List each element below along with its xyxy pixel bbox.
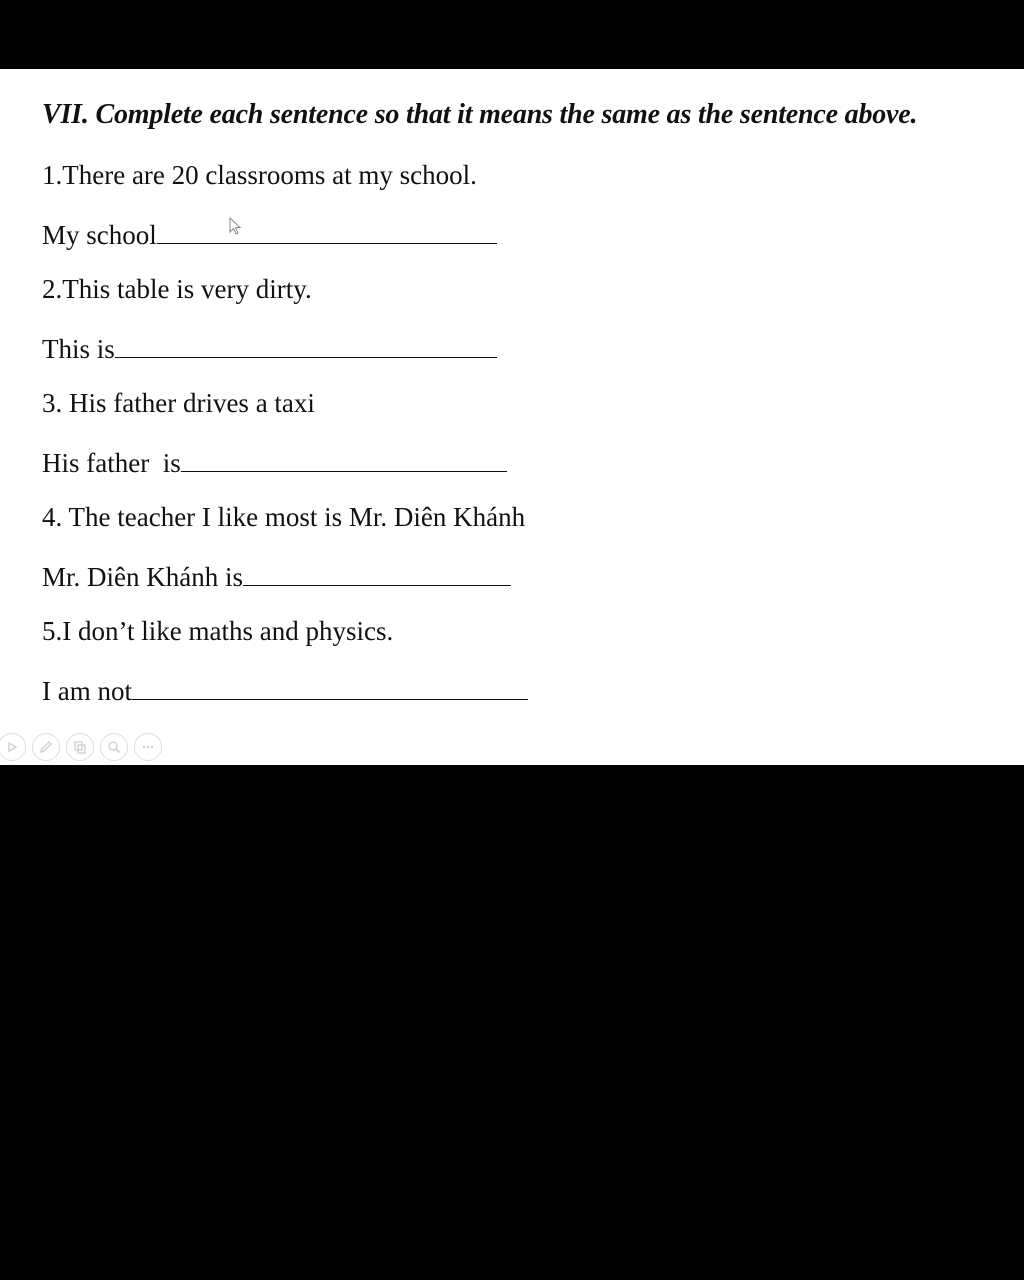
prompt-4-text: Mr. Diên Khánh is	[42, 562, 243, 592]
sentence-2: 2.This table is very dirty.	[42, 274, 312, 304]
sentence-1: 1.There are 20 classrooms at my school.	[42, 160, 477, 190]
pen-icon[interactable]	[32, 733, 60, 761]
answer-blank-4[interactable]	[243, 559, 511, 586]
more-icon[interactable]	[134, 733, 162, 761]
copy-icon[interactable]	[66, 733, 94, 761]
sentence-4: 4. The teacher I like most is Mr. Diên Khánh	[42, 502, 526, 532]
prompt-1	[42, 217, 497, 251]
slideshow-toolbar	[0, 731, 162, 763]
exercise-heading: VII. Complete each sentence so that it means the same as the sentence above.	[42, 99, 918, 130]
prompt-5-text: I am not	[42, 676, 132, 706]
zoom-icon[interactable]	[100, 733, 128, 761]
prompt-2-text: This is	[42, 334, 115, 364]
prompt-2	[42, 331, 497, 365]
prompt-3	[42, 445, 507, 479]
sentence-3: 3. His father drives a taxi	[42, 388, 315, 418]
answer-blank-2[interactable]	[115, 331, 497, 358]
prompt-1-text: My school	[42, 220, 157, 250]
mouse-pointer-icon	[228, 217, 242, 235]
prompt-5	[42, 673, 528, 707]
prompt-3-text: His father is	[42, 448, 181, 478]
answer-blank-3[interactable]	[181, 445, 507, 472]
answer-blank-5[interactable]	[132, 673, 528, 700]
answer-blank-1[interactable]	[157, 217, 497, 244]
prompt-4	[42, 559, 511, 593]
sentence-5: 5.I don’t like maths and physics.	[42, 616, 394, 646]
play-icon[interactable]	[0, 733, 26, 761]
slide-page	[0, 69, 1024, 765]
